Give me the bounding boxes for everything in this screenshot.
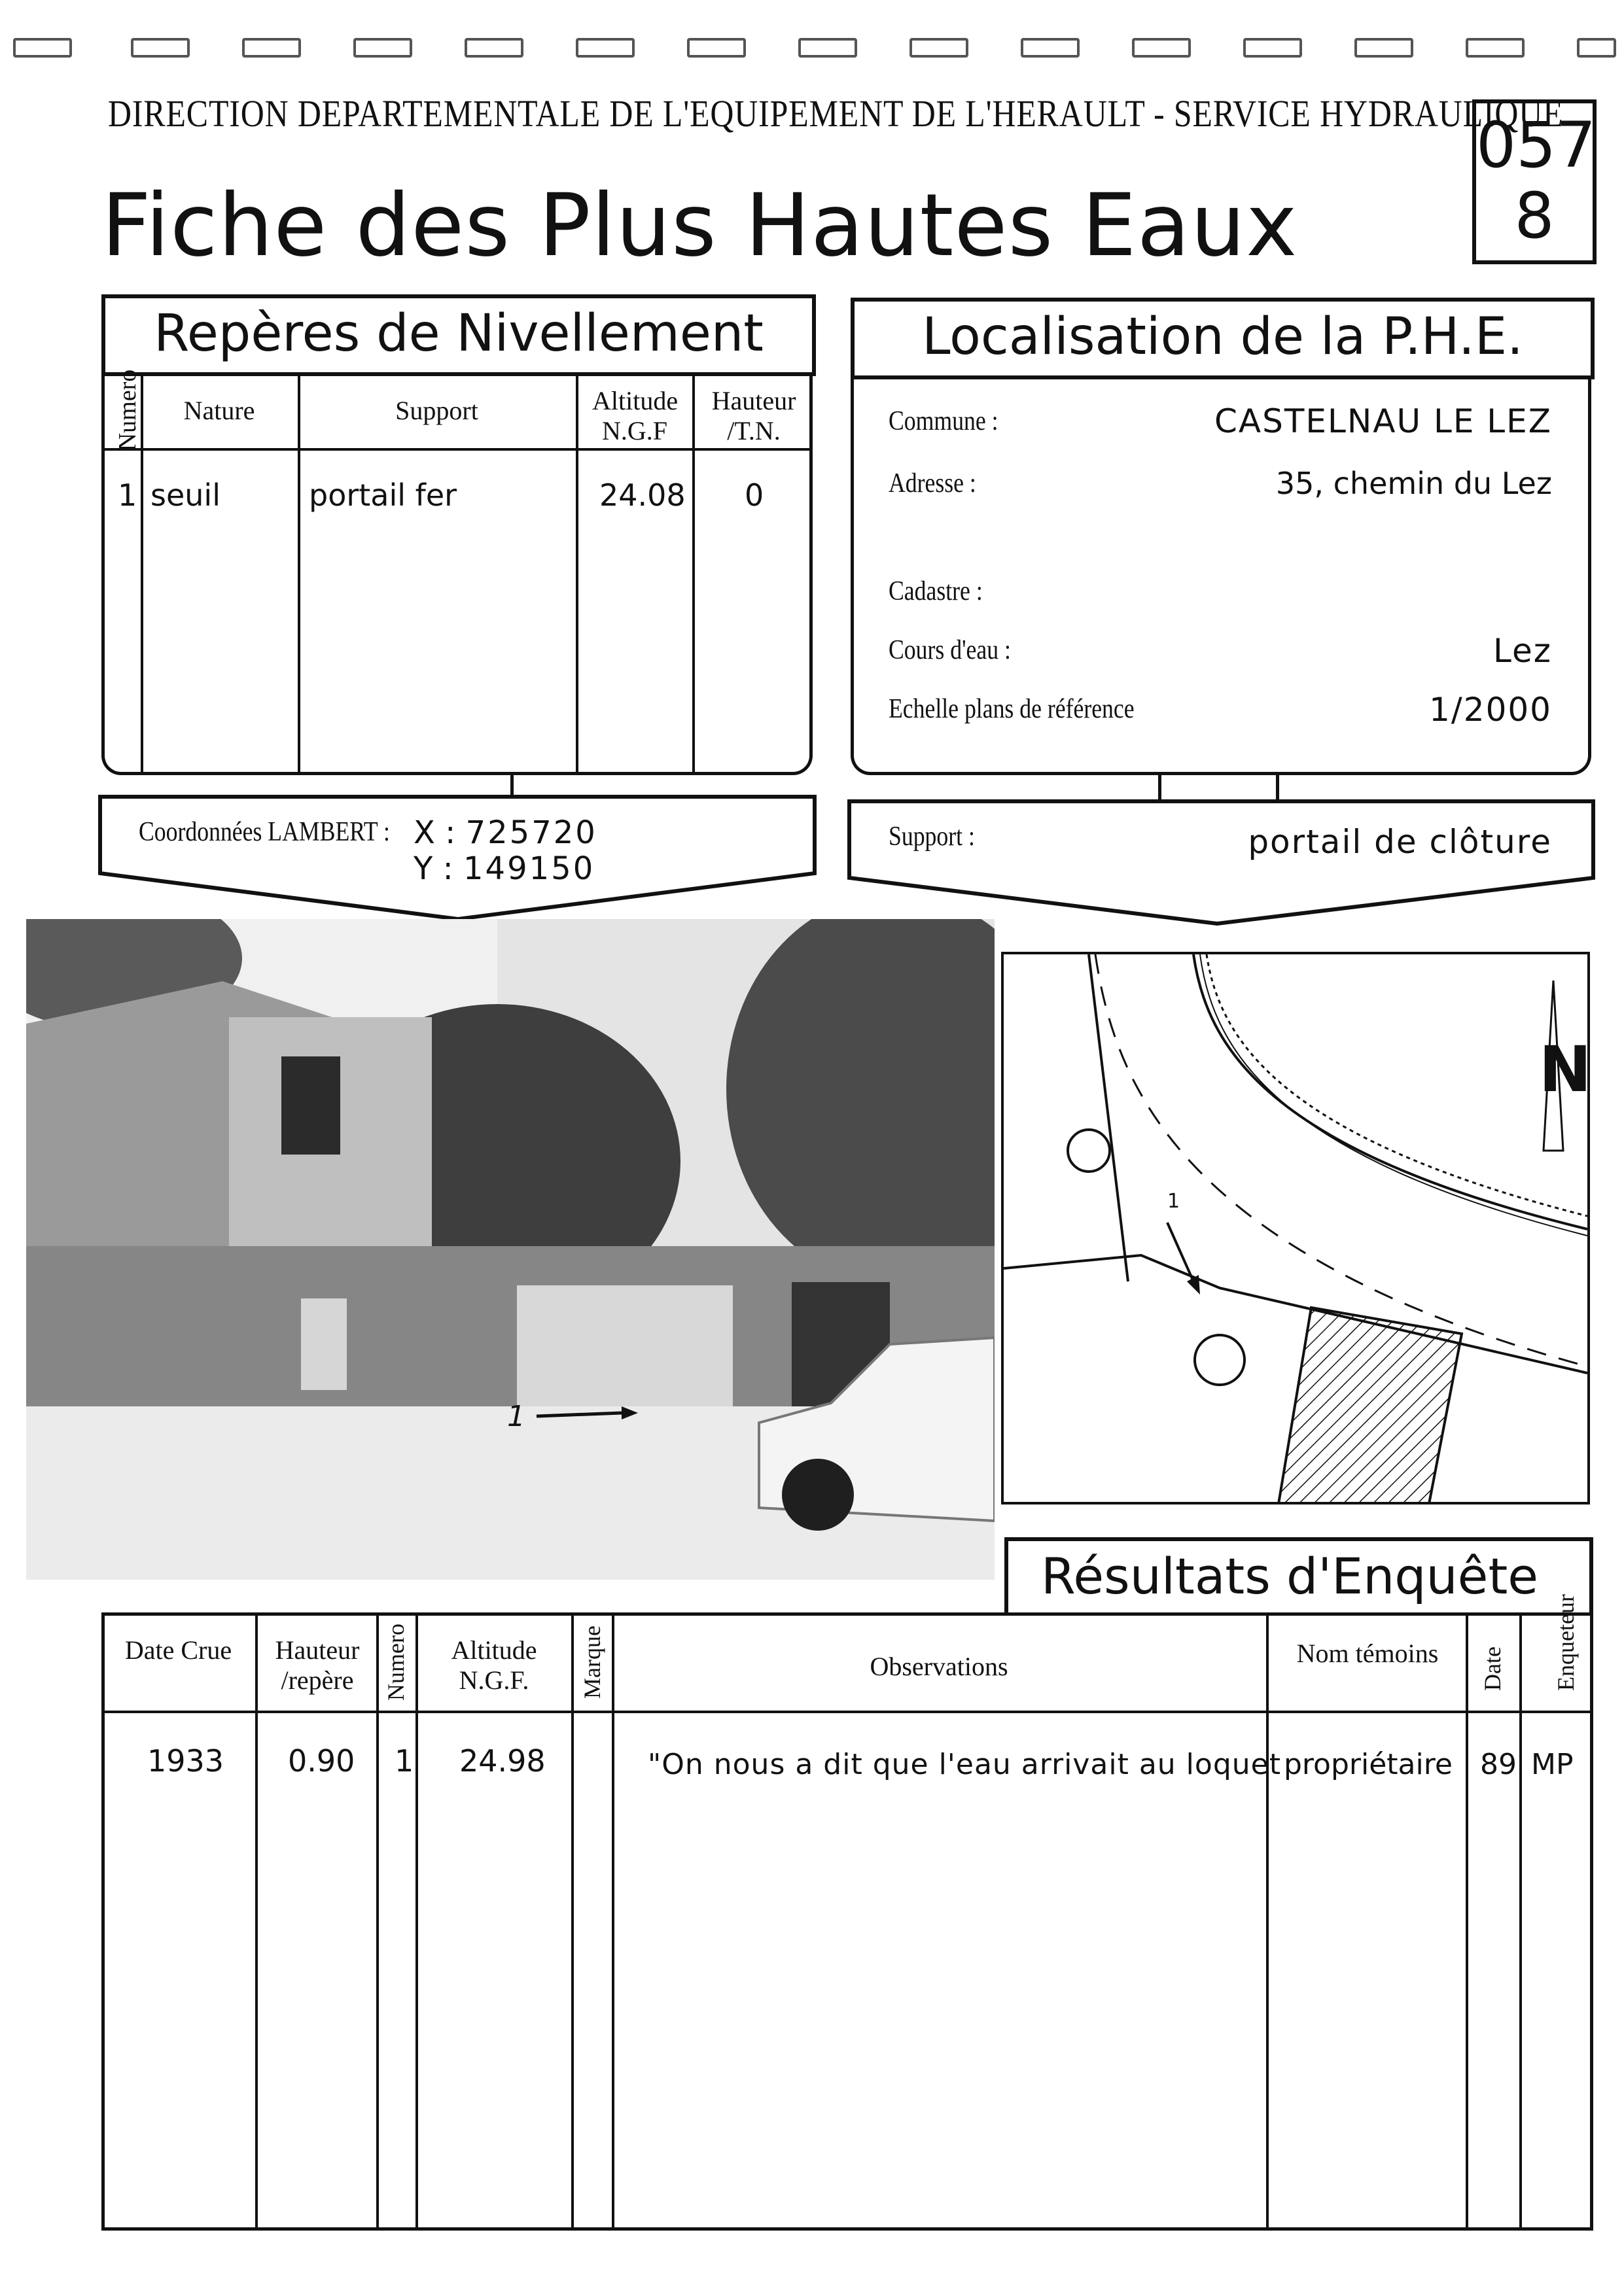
resultats-row-date-crue: 1933 xyxy=(147,1743,224,1779)
col-divider xyxy=(692,376,695,775)
cadastre-label: Cadastre : xyxy=(889,576,983,606)
support-value: portail de clôture xyxy=(1248,823,1552,861)
col-header-hauteur: Hauteur /T.N. xyxy=(711,386,796,445)
col-divider xyxy=(612,1614,614,2229)
binder-hole xyxy=(1577,38,1616,58)
binder-hole xyxy=(131,38,190,58)
col-header-nom-temoins: Nom témoins xyxy=(1296,1639,1439,1668)
map-drawing xyxy=(1004,954,1587,1502)
resultats-row-hauteur: 0.90 xyxy=(288,1743,355,1779)
lambert-y-value: 149150 xyxy=(463,850,595,887)
commune-value: CASTELNAU LE LEZ xyxy=(1214,402,1552,440)
lambert-y xyxy=(414,850,595,887)
resultats-title: Résultats d'Enquête xyxy=(1004,1537,1593,1621)
lambert-label: Coordonnées LAMBERT : xyxy=(139,817,390,847)
resultats-header-divider xyxy=(103,1711,1591,1713)
reperes-row-numero: 1 xyxy=(118,478,137,513)
reperes-row-hauteur: 0 xyxy=(745,478,764,513)
reperes-row-support: portail fer xyxy=(309,478,457,513)
north-icon: N xyxy=(1539,1033,1592,1106)
col-header-hauteur-repere: Hauteur /repère xyxy=(275,1635,360,1695)
resultats-row-numero: 1 xyxy=(395,1743,414,1779)
lambert-x-label: X : xyxy=(414,814,456,851)
sheet-id-number: 057 xyxy=(1476,109,1597,182)
support-label: Support : xyxy=(889,822,975,852)
col-header-altitude: Altitude N.G.F. xyxy=(451,1635,537,1695)
col-divider xyxy=(1466,1614,1468,2229)
binder-hole xyxy=(353,38,412,58)
binder-hole xyxy=(909,38,968,58)
col-header-support: Support xyxy=(395,396,478,425)
col-header-date: Date xyxy=(1479,1646,1506,1691)
agency-header: DIRECTION DEPARTEMENTALE DE L'EQUIPEMENT DE L'HERAULT - SERVICE HYDRAULIQUE xyxy=(108,92,1564,135)
adresse-value: 35, chemin du Lez xyxy=(1275,466,1552,501)
resultats-table xyxy=(101,1612,1593,2231)
col-divider xyxy=(298,376,300,775)
echelle-value: 1/2000 xyxy=(1429,691,1552,729)
resultats-row-enqueteur: MP xyxy=(1531,1748,1574,1781)
col-divider xyxy=(1266,1614,1269,2229)
echelle-label: Echelle plans de référence xyxy=(889,694,1135,724)
col-header-marque: Marque xyxy=(579,1626,605,1699)
lambert-x xyxy=(414,814,597,851)
photo-marker: 1 xyxy=(507,1400,525,1433)
col-divider xyxy=(255,1614,258,2229)
binder-hole xyxy=(1021,38,1080,58)
resultats-row-nom: propriétaire xyxy=(1284,1748,1453,1781)
reperes-row-nature: seuil xyxy=(150,478,221,513)
col-header-enqueteur: Enqueteur xyxy=(1553,1594,1579,1691)
support-arrow-box xyxy=(847,799,1597,927)
sheet-id-box xyxy=(1472,99,1597,264)
site-map xyxy=(1001,952,1590,1505)
binder-hole xyxy=(465,38,523,58)
sheet-id-index: 8 xyxy=(1514,179,1555,252)
resultats-row-observations: "On nous a dit que l'eau arrivait au loquet xyxy=(648,1748,1281,1781)
binder-hole xyxy=(1243,38,1302,58)
binder-hole xyxy=(576,38,635,58)
page-title: Fiche des Plus Hautes Eaux xyxy=(101,175,1298,276)
col-divider xyxy=(571,1614,574,2229)
cours-eau-label: Cours d'eau : xyxy=(889,635,1011,665)
map-marker: 1 xyxy=(1167,1190,1180,1213)
localisation-title: Localisation de la P.H.E. xyxy=(851,298,1595,379)
lambert-x-value: 725720 xyxy=(465,814,597,851)
binder-hole xyxy=(13,38,72,58)
col-header-numero: Numero xyxy=(114,369,141,451)
reperes-row-altitude: 24.08 xyxy=(599,478,686,513)
lambert-y-label: Y : xyxy=(414,850,453,887)
photo-scene xyxy=(26,919,995,1580)
col-header-nature: Nature xyxy=(183,396,255,425)
col-divider xyxy=(415,1614,418,2229)
col-header-numero: Numero xyxy=(383,1624,409,1701)
site-photo xyxy=(26,919,995,1580)
col-divider xyxy=(1519,1614,1522,2229)
reperes-title: Repères de Nivellement xyxy=(101,294,816,376)
col-header-date-crue: Date Crue xyxy=(124,1635,232,1665)
binder-hole xyxy=(687,38,746,58)
col-divider xyxy=(576,376,578,775)
binder-hole xyxy=(242,38,301,58)
binder-hole xyxy=(1132,38,1191,58)
commune-label: Commune : xyxy=(889,406,998,436)
resultats-row-altitude: 24.98 xyxy=(459,1743,546,1779)
binder-hole xyxy=(1466,38,1525,58)
binder-hole xyxy=(1354,38,1413,58)
binder-hole xyxy=(798,38,857,58)
col-header-altitude: Altitude N.G.F xyxy=(592,386,679,445)
reperes-header-divider xyxy=(103,448,811,451)
resultats-row-date: 89 xyxy=(1480,1748,1517,1781)
col-header-observations: Observations xyxy=(870,1652,1008,1681)
cours-eau-value: Lez xyxy=(1493,632,1552,670)
col-divider xyxy=(376,1614,379,2229)
adresse-label: Adresse : xyxy=(889,468,976,498)
